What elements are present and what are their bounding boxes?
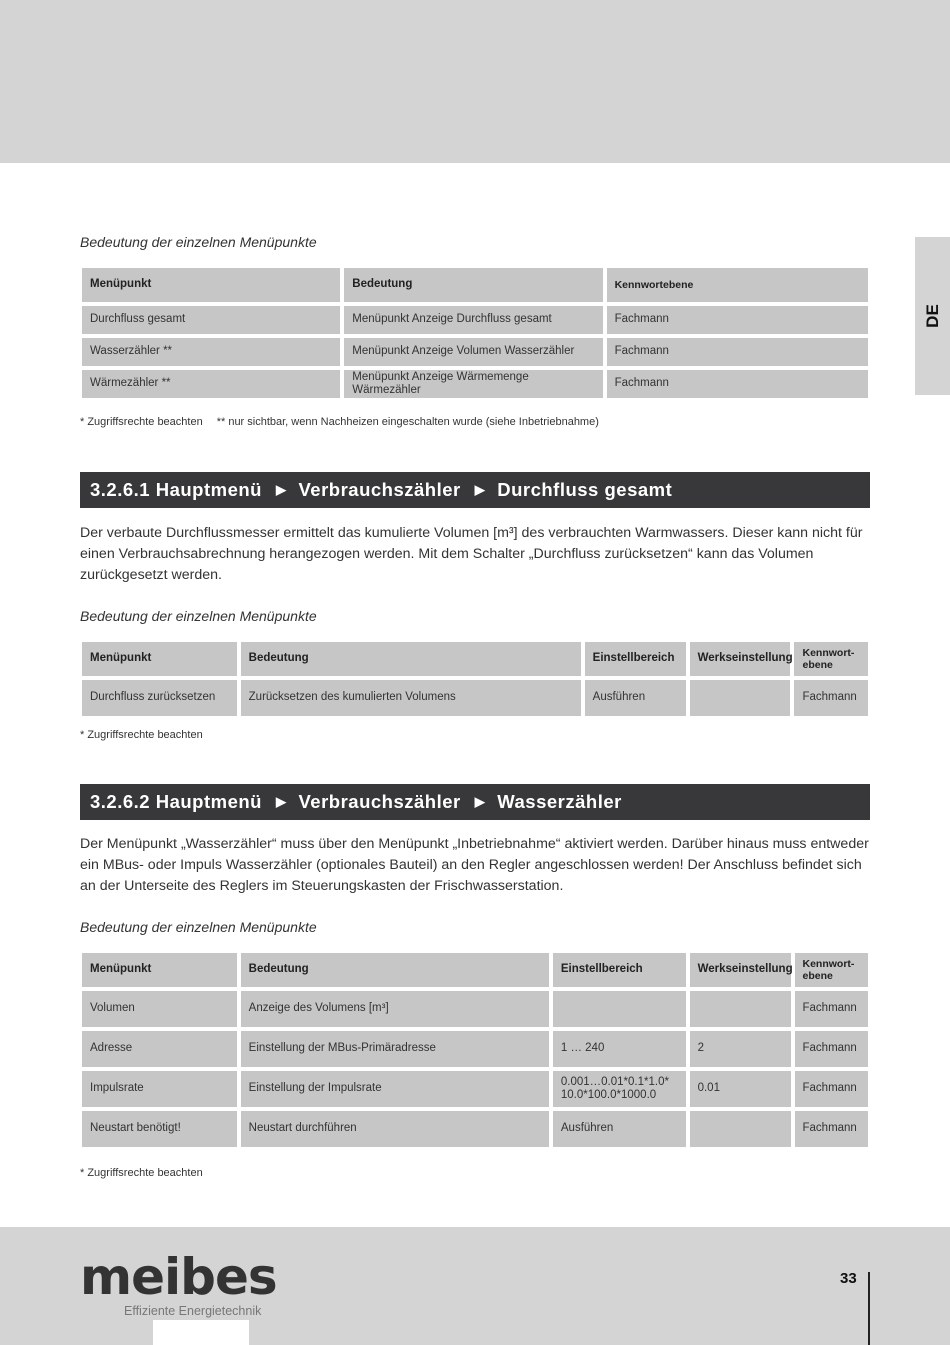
table-cell: Fachmann [607,338,868,366]
language-tab-label: DE [922,304,942,328]
header-cell: Einstellbereich [553,953,686,987]
header-line: ebene [802,659,833,671]
table-row [82,370,868,398]
water-meter-table [78,949,872,1151]
table-cell: Menüpunkt Anzeige Volumen Wasserzähler [344,338,602,366]
header-cell [794,642,868,676]
table-cell: Wärmezähler ** [82,370,340,398]
table-cell: 0.01 [690,1071,791,1107]
table-cell: Fachmann [795,991,869,1027]
visibility-note: ** nur sichtbar, wenn Nachheizen eingeschalten wurde (siehe Inbetriebnahme) [216,416,599,428]
header-cell: Bedeutung [241,642,581,676]
table-cell: Wasserzähler ** [82,338,340,366]
table3-caption: Bedeutung der einzelnen Menüpunkte [80,919,317,935]
page-number: 33 [840,1270,857,1287]
table-cell: Neustart benötigt! [82,1111,237,1147]
header-cell: Bedeutung [241,953,549,987]
heading-part: Durchfluss gesamt [497,479,673,500]
table-row [82,1111,868,1147]
table-cell: Fachmann [795,1071,869,1107]
table-row [82,338,868,366]
header-cell: Menüpunkt [82,953,237,987]
section-heading-wasserzaehler [80,784,870,820]
header-cell: Menüpunkt [82,642,237,676]
table-cell: Neustart durchführen [241,1111,549,1147]
header-line: Kennwort- [802,957,855,970]
header-cell: Menüpunkt [82,268,340,302]
triangle-right-icon: ▶ [275,794,287,809]
menu-items-table [78,264,872,402]
section2-paragraph: Der Menüpunkt „Wasserzähler“ muss über den Menüpunkt „Inbetriebnahme“ aktiviert werden. Darüber hinaus muss entweder ein MBus- oder Impuls Wasserzähler (optionales Bauteil) an den Regler angeschlossen werden! Der Anschluss befindet sich an der Unterseite des Reglers im Steuerungskasten der Frischwasserstation. [80,836,869,894]
table-cell: Menüpunkt Anzeige Durchfluss gesamt [344,306,602,334]
table2-footnote: * Zugriffsrechte beachten [80,729,203,741]
table2-caption: Bedeutung der einzelnen Menüpunkte [80,608,317,624]
table-cell: 2 [690,1031,791,1067]
header-cell: Bedeutung [344,268,602,302]
table-cell [553,1071,686,1107]
triangle-right-icon: ▶ [275,482,287,497]
header-band [0,0,950,163]
section1-paragraph: Der verbaute Durchflussmesser ermittelt das kumulierte Volumen [m³] des verbrauchten Warmwassers. Dieser kann nicht für einen Verbrauchsabrechnung herangezogen werden. Mit dem Schalter „Durchfluss zurücksetzen“ kann das Volumen zurückgesetzt werden. [80,525,863,583]
table-cell: Durchfluss gesamt [82,306,340,334]
table-row [82,991,868,1027]
header-cell: Kennwortebene [607,268,868,302]
table-cell [553,991,686,1027]
header-cell: Werkseinstellung [690,642,791,676]
table-cell: Anzeige des Volumens [m³] [241,991,549,1027]
heading-part: Verbrauchszähler [298,479,461,500]
table-row [82,680,868,716]
table-cell: Adresse [82,1031,237,1067]
language-tab [915,237,950,395]
table-cell: 1 … 240 [553,1031,686,1067]
table-row [82,1031,868,1067]
page-number-rule [868,1272,870,1345]
table-header-row [82,268,868,302]
table3-footnote: * Zugriffsrechte beachten [80,1167,203,1179]
section-heading-durchfluss [80,472,870,508]
triangle-right-icon: ▶ [474,794,486,809]
triangle-right-icon: ▶ [474,482,486,497]
heading-part: Verbrauchszähler [298,791,461,812]
table-cell: Fachmann [607,370,868,398]
table-cell [690,991,791,1027]
table-cell: Volumen [82,991,237,1027]
table-row [82,306,868,334]
table-cell: Fachmann [795,1111,869,1147]
access-note: * Zugriffsrechte beachten [80,416,203,428]
range-line: 0.001…0.01*0.1*1.0* [560,1075,669,1088]
table-header-row [82,953,868,987]
reset-table [78,638,872,720]
table-row [82,1071,868,1107]
footer-white-strip [153,1320,249,1345]
logo-wordmark: meibes [80,1248,277,1306]
table1-footnote [80,416,599,428]
header-line: Kennwort- [802,646,855,659]
table-cell: Fachmann [607,306,868,334]
header-cell: Einstellbereich [585,642,686,676]
header-cell: Werkseinstellung [690,953,791,987]
header-cell [795,953,869,987]
logo-tagline: Effiziente Energietechnik [124,1304,262,1318]
table-header-row [82,642,868,676]
table-cell: Durchfluss zurücksetzen [82,680,237,716]
table-cell: Einstellung der Impulsrate [241,1071,549,1107]
company-logo [80,1248,277,1318]
range-line: 10.0*100.0*1000.0 [560,1089,657,1101]
heading-main: 3.2.6.1 Hauptmenü [90,479,262,500]
table-cell: Ausführen [585,680,686,716]
table1-caption: Bedeutung der einzelnen Menüpunkte [80,234,317,250]
table-cell: Menüpunkt Anzeige Wärmemenge Wärmezähler [344,370,602,398]
heading-part: Wasserzähler [497,791,622,812]
table-cell [690,680,791,716]
table-cell: Zurücksetzen des kumulierten Volumens [241,680,581,716]
header-line: ebene [802,970,833,982]
heading-main: 3.2.6.2 Hauptmenü [90,791,262,812]
table-cell: Fachmann [795,1031,869,1067]
table-cell [690,1111,791,1147]
table-cell: Ausführen [553,1111,686,1147]
table-cell: Einstellung der MBus-Primäradresse [241,1031,549,1067]
table-cell: Impulsrate [82,1071,237,1107]
table-cell: Fachmann [794,680,868,716]
